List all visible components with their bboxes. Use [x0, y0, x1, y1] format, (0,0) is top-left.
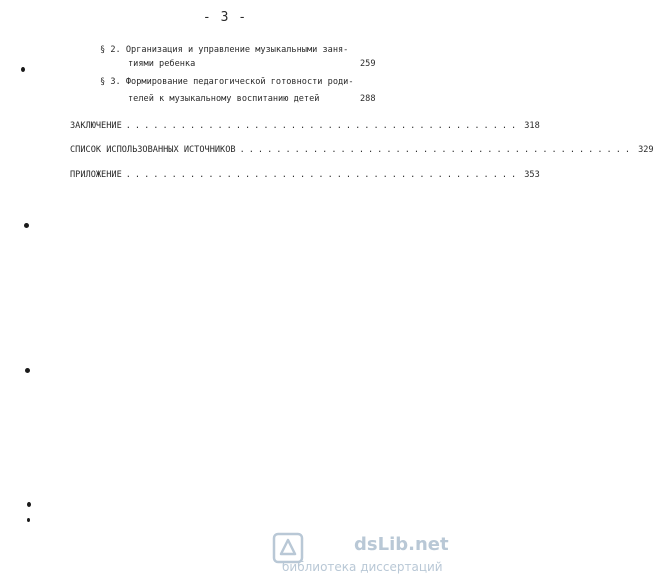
toc-entry-title: ЗАКЛЮЧЕНИЕ	[70, 121, 122, 131]
watermark-site-name: dsLib.net	[354, 534, 449, 555]
toc-entry-appendix	[70, 170, 540, 181]
dot-leader: ...........................................	[125, 121, 521, 131]
scan-hole-mark	[24, 223, 29, 228]
toc-entry-references	[70, 145, 654, 156]
toc-entry-title: СПИСОК ИСПОЛЬЗОВАННЫХ ИСТОЧНИКОВ	[70, 145, 236, 155]
toc-section-2-line-2: тиями ребенка	[128, 59, 196, 69]
scan-hole-mark	[27, 518, 30, 522]
watermark-subtitle: библиотека диссертаций	[282, 560, 443, 574]
toc-section-2-page: 259	[360, 59, 376, 69]
toc-entry-page: 329	[638, 145, 654, 155]
toc-section-3-line-2: телей к музыкальному воспитанию детей	[128, 94, 320, 104]
dot-leader: ...........................................	[125, 170, 521, 180]
toc-entry-page: 318	[524, 121, 540, 131]
toc-entry-page: 353	[524, 170, 540, 180]
page-number: - 3 -	[202, 10, 248, 25]
toc-entry-title: ПРИЛОЖЕНИЕ	[70, 170, 122, 180]
scan-hole-mark	[25, 368, 30, 373]
toc-section-3-page: 288	[360, 94, 376, 104]
toc-section-3-line-1: § 3. Формирование педагогической готовности роди-	[100, 77, 354, 87]
scan-hole-mark	[21, 67, 25, 72]
toc-section-2-line-1: § 2. Организация и управление музыкальными заня-	[100, 45, 349, 55]
dot-leader: ...........................................	[239, 145, 635, 155]
scan-hole-mark	[27, 502, 31, 507]
toc-entry-conclusion	[70, 121, 540, 132]
site-watermark	[270, 530, 449, 578]
